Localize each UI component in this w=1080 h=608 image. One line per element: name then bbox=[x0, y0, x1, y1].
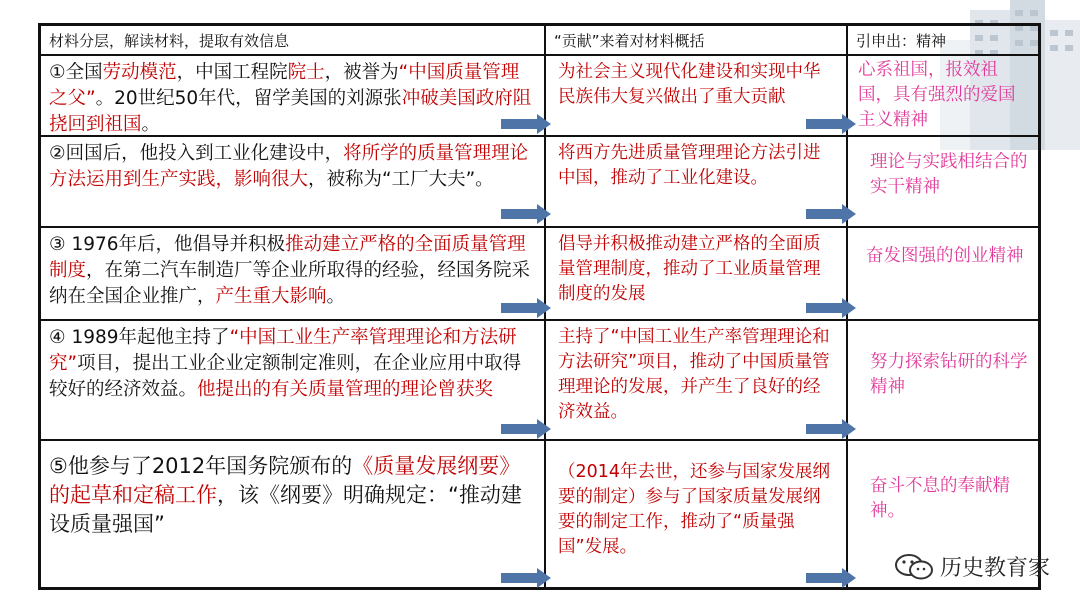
contribution-cell-2: 将西方先进质量管理理论方法引进中国，推动了工业化建设。 bbox=[558, 143, 821, 188]
wechat-icon bbox=[894, 552, 934, 582]
arrow-icon bbox=[806, 204, 858, 224]
highlighted-text: 冲破美国政府阻挠回到祖国 bbox=[49, 88, 532, 135]
material-cell-1 bbox=[41, 56, 544, 135]
watermark bbox=[894, 551, 1050, 582]
highlighted-text: 产生重大影响 bbox=[215, 286, 327, 307]
contribution-cell-4: 主持了“中国工业生产率管理理论和方法研究”项目，推动了中国质量管理理论的发展，并产生了良好的经济效益。 bbox=[558, 327, 830, 422]
material-cell-4 bbox=[41, 321, 544, 439]
watermark-text: 历史教育家 bbox=[939, 556, 1050, 581]
highlighted-text: 推动建立严格的全面质量管理制度 bbox=[49, 234, 526, 281]
highlighted-text: 院士 bbox=[287, 62, 325, 83]
highlighted-text: 他提出的有关质量管理的理论曾获奖 bbox=[197, 379, 494, 400]
material-text: ，该《纲要》明确规定：“推动建设质量强国” bbox=[49, 483, 522, 536]
spirit-cell-5: 奋斗不息的奉献精神。 bbox=[870, 476, 1010, 521]
arrow-icon bbox=[501, 114, 553, 134]
material-text: 项目，提出工业企业定额制定准则，在企业应用中取得较好的经济效益。 bbox=[49, 353, 522, 400]
material-text: ⑤他参与了2012年国务院颁布的 bbox=[49, 454, 353, 478]
arrow-icon bbox=[501, 419, 553, 439]
contribution-cell-3: 倡导并积极推动建立严格的全面质量管理制度，推动了工业质量管理制度的发展 bbox=[558, 234, 821, 304]
highlighted-text: “中国工业生产率管理理论和方法研究” bbox=[49, 327, 517, 374]
highlighted-text: 劳动模范 bbox=[102, 62, 177, 83]
arrow-icon bbox=[806, 298, 858, 318]
material-text: ④ 1989年起他主持了 bbox=[49, 327, 230, 348]
contribution-cell-5: （2014年去世，还参与国家发展纲要的制定）参与了国家质量发展纲要的制定工作，推动了“质量强国”发展。 bbox=[558, 462, 831, 557]
highlighted-text: 《质量发展纲要》的起草和定稿工作 bbox=[49, 454, 521, 507]
arrow-icon bbox=[501, 568, 553, 588]
material-cell-2 bbox=[41, 137, 544, 226]
material-text: 。 bbox=[141, 114, 161, 135]
header-col1: 材料分层，解读材料，提取有效信息 bbox=[49, 32, 290, 50]
material-text: ，在第二汽车制造厂等企业所取得的经验，经国务院采纳在全国企业推广， bbox=[49, 260, 531, 307]
arrow-icon bbox=[806, 114, 858, 134]
spirit-cell-2: 理论与实践相结合的实干精神 bbox=[870, 152, 1028, 197]
highlighted-text: 将所学的质量管理理论方法运用到生产实践，影响很大 bbox=[49, 143, 529, 190]
contribution-cell-1: 为社会主义现代化建设和实现中华民族伟大复兴做出了重大贡献 bbox=[558, 62, 821, 107]
material-text: 。20世纪50年代，留学美国的刘源张 bbox=[95, 88, 402, 109]
arrow-icon bbox=[806, 568, 858, 588]
spirit-cell-3: 奋发图强的创业精神 bbox=[866, 246, 1024, 266]
material-text: ①全国 bbox=[49, 62, 103, 83]
arrow-icon bbox=[501, 204, 553, 224]
material-cell-3 bbox=[41, 228, 544, 319]
highlighted-text: “中国质量管理之父” bbox=[49, 62, 520, 109]
header-col3: 引申出：精神 bbox=[856, 32, 947, 50]
material-text: ，中国工程院 bbox=[176, 62, 288, 83]
material-text: ③ 1976年后，他倡导并积极 bbox=[49, 234, 286, 255]
material-text: ，被誉为 bbox=[324, 62, 399, 83]
spirit-cell-4: 努力探索钻研的科学精神 bbox=[870, 352, 1028, 397]
arrow-icon bbox=[806, 419, 858, 439]
arrow-icon bbox=[501, 298, 553, 318]
analysis-table bbox=[38, 23, 1041, 590]
material-text: 。 bbox=[326, 286, 346, 307]
material-text: ，被称为“工厂大夫”。 bbox=[308, 169, 494, 190]
material-cell-5 bbox=[41, 448, 544, 590]
material-text: ②回国后，他投入到工业化建设中， bbox=[49, 143, 344, 164]
header-col2: “贡献”来着对材料概括 bbox=[554, 32, 705, 50]
spirit-cell-1: 心系祖国，报效祖国，具有强烈的爱国主义精神 bbox=[858, 60, 1016, 130]
